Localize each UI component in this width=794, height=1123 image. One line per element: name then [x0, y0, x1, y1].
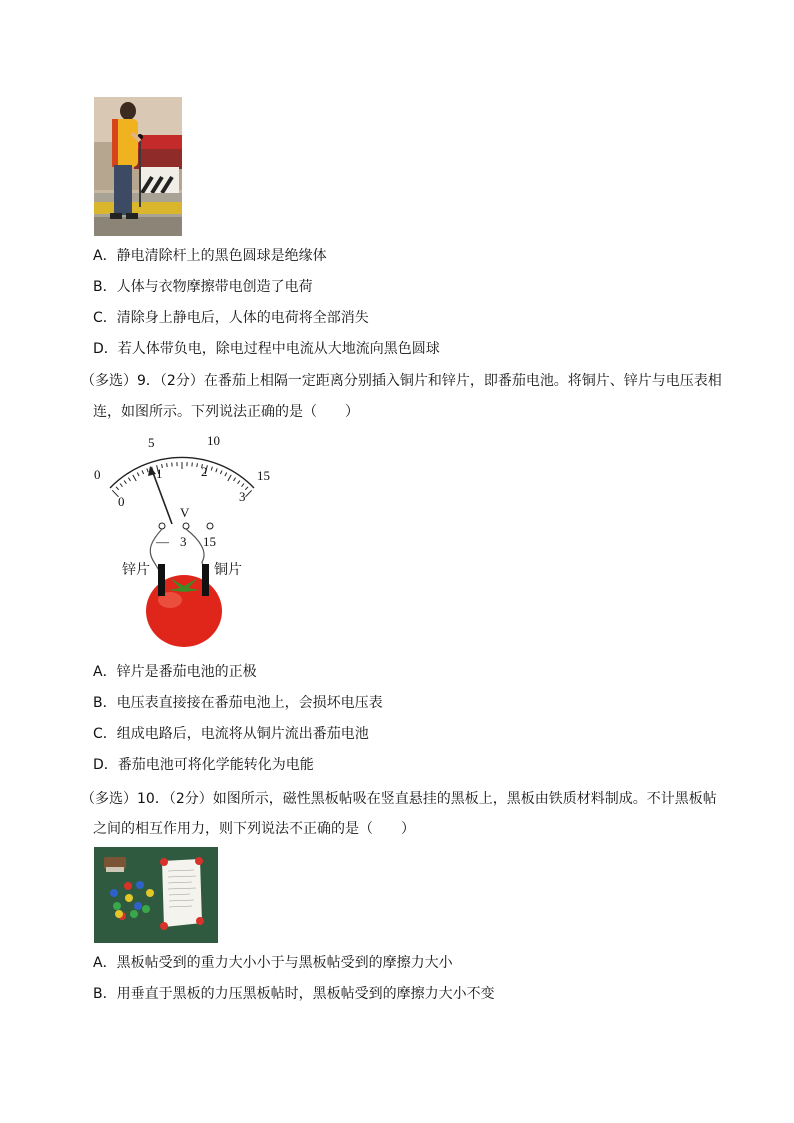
scale-tick [133, 475, 136, 481]
scale-inner-3: 3 [239, 489, 246, 504]
q10-stem-line1: （多选）10．（2分）如图所示，磁性黑板帖吸在竖直悬挂的黑板上，黑板由铁质材料制成。不计黑板帖 [81, 791, 717, 807]
q9-option-a: A．锌片是番茄电池的正极 [93, 664, 257, 680]
q8-option-a: A．静电清除杆上的黑色圆球是绝缘体 [93, 248, 327, 264]
terminal-neg: — [156, 534, 169, 549]
q10-option-a: A．黑板帖受到的重力大小小于与黑板帖受到的摩擦力大小 [93, 955, 453, 971]
scale-tick [245, 487, 248, 490]
scale-tick [116, 487, 119, 490]
zinc-strip [158, 564, 165, 596]
q9-option-c: C．组成电路后，电流将从铜片流出番茄电池 [93, 726, 369, 742]
scale-outer-10: 10 [207, 433, 220, 448]
meter-symbol: V [180, 505, 190, 520]
scale-tick [220, 470, 222, 474]
scale-tick [120, 484, 123, 487]
q8-option-c: C．清除身上静电后，人体的电荷将全部消失 [93, 310, 369, 326]
zinc-label: 锌片 [122, 562, 150, 578]
q9-option-b: B．电压表直接接在番茄电池上，会损坏电压表 [93, 695, 383, 711]
scale-outer-15: 15 [257, 468, 270, 483]
scale-tick [228, 475, 231, 481]
scale-outer-0: 0 [94, 467, 101, 482]
q9-stem-line1: （多选）9．（2分）在番茄上相隔一定距离分别插入铜片和锌片，即番茄电池。将铜片、锌片与电压表相 [81, 373, 722, 389]
scale-tick [167, 463, 168, 467]
static-discharge-photo [94, 97, 182, 236]
q8-option-d: D．若人体带负电，除电过程中电流从大地流向黑色圆球 [93, 341, 440, 357]
scale-inner-0: 0 [118, 494, 125, 509]
q10-option-b: B．用垂直于黑板的力压黑板帖时，黑板帖受到的摩擦力大小不变 [93, 986, 495, 1002]
scale-tick [225, 473, 227, 477]
scale-tick [128, 478, 130, 481]
q8-option-b: B．人体与衣物摩擦带电创造了电荷 [93, 279, 313, 295]
copper-strip [202, 564, 209, 596]
scale-tick [242, 484, 245, 487]
scale-outer-5: 5 [148, 435, 155, 450]
q9-option-d: D．番茄电池可将化学能转化为电能 [93, 757, 314, 773]
terminal-15: 15 [203, 534, 216, 549]
scale-tick [238, 481, 240, 484]
scale-tick [147, 468, 148, 472]
scale-tick [137, 473, 139, 477]
tomato-battery-figure [88, 428, 288, 653]
scale-inner-2: 2 [201, 464, 208, 479]
q10-stem-line2: 之间的相互作用力，则下列说法不正确的是（ ） [93, 821, 415, 837]
copper-label: 铜片 [214, 562, 242, 578]
q9-stem-line2: 连，如图所示。下列说法正确的是（ ） [93, 404, 359, 420]
scale-tick [142, 470, 144, 474]
scale-tick [124, 481, 126, 484]
scale-inner-1: 1 [156, 466, 163, 481]
scale-tick [246, 490, 252, 497]
magnetic-board-photo [94, 847, 218, 943]
scale-tick [211, 467, 212, 471]
scale-tick [216, 468, 217, 472]
tomato [146, 575, 222, 647]
scale-tick [234, 478, 236, 481]
terminal-3: 3 [180, 534, 187, 549]
scale-tick [197, 463, 198, 467]
